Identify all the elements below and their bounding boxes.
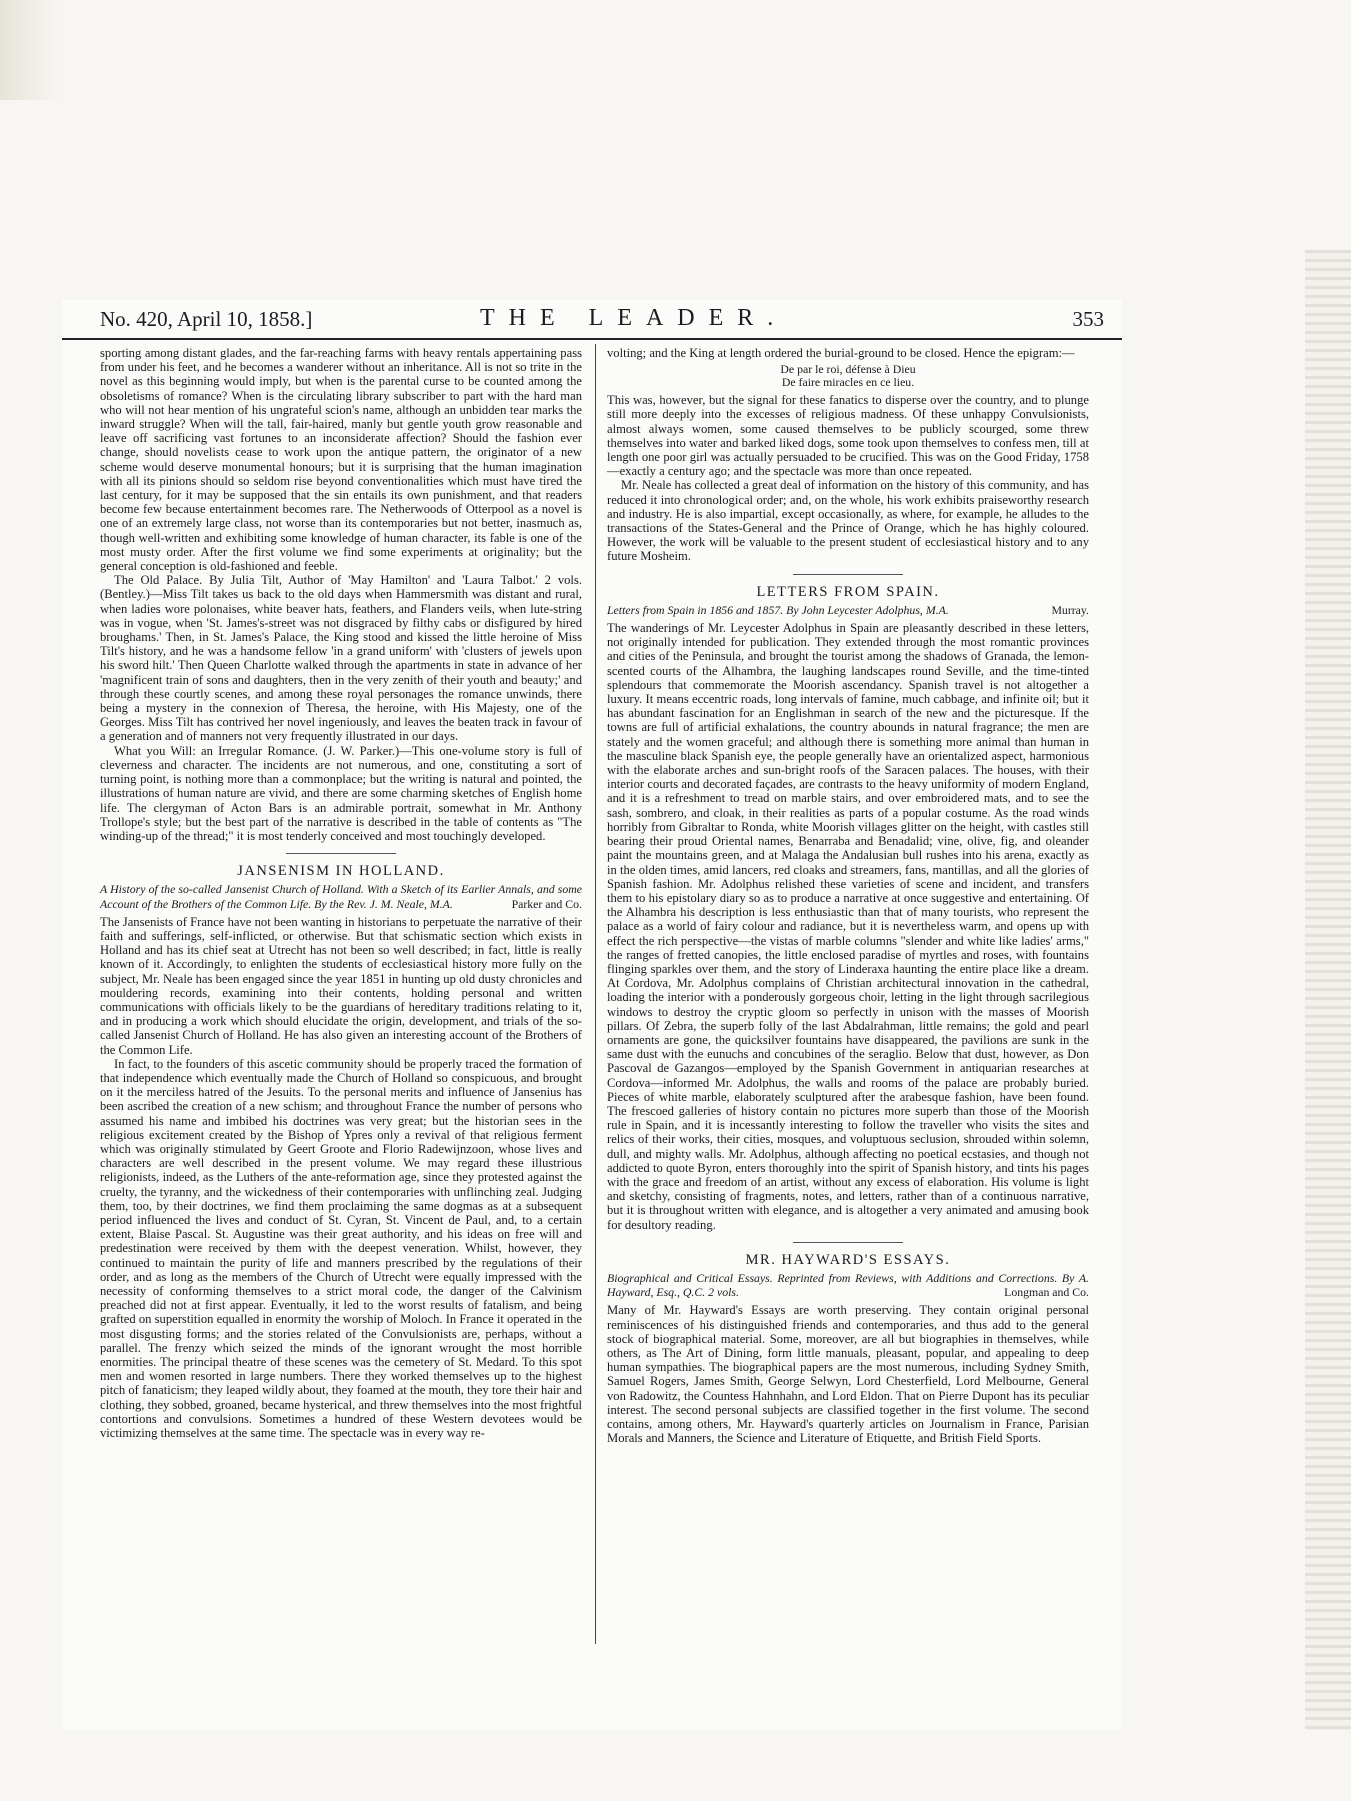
masthead-title: THE LEADER. — [480, 305, 788, 331]
paragraph: In fact, to the founders of this ascetic community should be properly traced the formation of that independence which eventually made the Church of Holland so conspicuous, and brought on it the merciless hatred of the Jesuits. To the personal merits and influence of Jansenius has been ascribed the creation of a new schism; and throughout France the number of persons who assumed his name and imbibed his doctrines was very great; but the historian sees in the religious excitement created by the Bishop of Ypres only a revival of that religious ferment which was originally stimulated by Geert Groote and Florio Radewijnzoon, whose lives and characters are well described in the present volume. We may regard these illustrious religionists, indeed, as the Luthers of the ante-reformation age, since they protested against the cruelty, the tyranny, and the wickedness of their contemporaries with unflinching zeal. Judging them, too, by their doctrines, we find them proclaiming the same dogmas as at a subsequent period influenced the lives and conduct of St. Cyran, St. Vincent de Paul, and, to a certain extent, Blaise Pascal. St. Augustine was their great authority, and his ideas on free will and predestination were received by them with the deepest veneration. Whilst, however, they continued to maintain the purity of life and manners prescribed by the regulations of their order, and as long as the members of the Church of Utrecht were equally impressed with the necessity of conforming themselves to a strict moral code, the danger of the Calvinism preached did not at first appear. Eventually, it led to the worst results of fatalism, and being grafted on superstition equalled in enormity the worship of Moloch. In France it operated in the most disgusting forms; and the stories related of the Convulsionists are, perhaps, without a parallel. The frenzy which seized the minds of the ignorant wrought the most horrible enormities. The principal theatre of these scenes was the cemetery of St. Medard. To this spot men and women resorted in large numbers. There they worked themselves up to the highest pitch of fanaticism; they leaped wildly about, they foamed at the mouth, they tore their hair and clothing, they sobbed, groaned, became hysterical, and threw themselves into the most frightful contortions and convulsions. Sometimes a hundred of these Western devotees would be victimizing themselves at the same time. The spectacle was in every way re- — [100, 1056, 582, 1441]
binding-edge — [1305, 250, 1351, 1730]
paragraph: The Jansenists of France have not been wanting in historians to perpetuate the narrative of their faith and sufferings, self-inflicted, or otherwise. But that schismatic section which exists in Holland and has its chief seat at Utrecht has not been so well described; in fact, little is really known of it. Accordingly, to enlighten the students of ecclesiastical history more fully on the subject, Mr. Neale has been engaged since the year 1851 in hunting up old dusty chronicles and mouldering records, examining into their contents, holding personal and written communications with officials likely to be the guardians of hereditary traditions relating to it, and in producing a work which should elucidate the origin, development, and trials of the so-called Jansenist Church of Holland. He has also given an interesting account of the Brothers of the Common Life. — [100, 914, 582, 1057]
section-divider — [793, 1242, 903, 1243]
book-citation — [607, 1271, 1089, 1299]
citation-text: A History of the so-called Jansenist Church of Holland. With a Sketch of its Earlier Annals, and some Account of the Brothers of the Common Life. By the Rev. J. M. Neale, M.A. — [100, 882, 582, 911]
newspaper-page — [62, 300, 1122, 1730]
epigram-line: De faire miracles en ce lieu. — [781, 375, 915, 390]
section-heading: LETTERS FROM SPAIN. — [756, 583, 940, 600]
publisher: Murray. — [1051, 602, 1089, 617]
citation-text: Biographical and Critical Essays. Reprinted from Reviews, with Additions and Corrections. By A. Hayward, Esq., Q.C. 2 vols. — [607, 1270, 1089, 1300]
issue-line: No. 420, April 10, 1858.] — [100, 307, 313, 331]
section-divider — [286, 853, 396, 854]
section-heading: MR. HAYWARD'S ESSAYS. — [745, 1251, 951, 1268]
section-heading: JANSENISM IN HOLLAND. — [237, 863, 445, 880]
page-header — [62, 300, 1122, 340]
section-divider — [793, 574, 903, 575]
paragraph: Mr. Neale has collected a great deal of information on the history of this community, and has reduced it into chronological order; and, on the whole, his work exhibits praiseworthy research and industry. He is also impartial, except occasionally, as where, for example, he alludes to the transactions of the States-General and the Prince of Orange, which he has highly coloured. However, the work will be valuable to the present student of ecclesiastical history and to any future Mosheim. — [607, 478, 1089, 564]
epigram — [607, 363, 1089, 389]
publisher: Longman and Co. — [1004, 1285, 1089, 1300]
book-citation — [607, 603, 1089, 617]
citation-text: Letters from Spain in 1856 and 1857. By John Leycester Adolphus, M.A. — [607, 602, 949, 617]
page-edge-shadow — [0, 0, 60, 100]
paragraph: The wanderings of Mr. Leycester Adolphus in Spain are pleasantly described in these letters, not originally intended for publication. They extended through the most romantic provinces and cities of the Peninsula, and brought the tourist among the shadows of Granada, the lemon-scented courts of the Alhambra, the laughing landscapes round Seville, and the time-tinted splendours that commemorate the Moorish ascendancy. Spanish travel is not altogether a luxury. It means eccentric roads, long intervals of famine, much cabbage, and infinite oil; but it has abundant fascination for an Englishman in search of the new and the picturesque. If the towns are full of artificial exhalations, the country abounds in natural fragrance; the men are stately and the women graceful; and although there is something more animal than human in the masculine black Spanish eye, the people generally have an orientalized aspect, harmonious with the elaborate arches and sun-bright roofs of the Saracen palaces. The houses, with their interior courts and decorated façades, are contrasts to the heavy uniformity of modern England, and it is a refreshment to tread on marble stairs, and over embroidered mats, and to see the sash, sombrero, and cloak, in their realities as parts of a popular costume. As the road winds horribly from Gibraltar to Ronda, white Moorish villages glitter on the height, with castles still bearing their proud Oriental names, Benarraba and Benadalid; vine, olive, fig, and oleander paint the mountains green, and at Malaga the Andalusian bull rushes into his arena, exactly as in the olden times, amid lancers, red cloaks and streamers, fans, mantillas, and all the glories of Spanish fashion. Mr. Adolphus relished these varieties of scene and incident, and transfers them to his epistolary diary so as to produce a narrative at once suggestive and entertaining. Of the Alhambra his description is less enthusiastic than that of many tourists, who represent the palace as a world of fairy colour and radiance, but it is nevertheless warm, and opens up with effect the rich perspective—the vistas of marble columns "slender and white like ladies' arms," the ranges of fretted canopies, the little enclosed paradise of myrtles and roses, with fountains flinging sparkles over them, and the story of Linderaxa haunting the entire place like a dream. At Cordova, Mr. Adolphus complains of Christian architectural innovation in the cathedral, loading the interior with a ponderously gorgeous choir, letting in the light through sacrilegious windows to destroy the cryptic gloom so perfectly in unison with the masses of Moorish pillars. Of Zebra, the superb folly of the last Abdalrahman, little remains; the gold and pearl ornaments are gone, the quicksilver fountains have disappeared, the pavilions are sunk in the same dust with the eunuchs and concubines of the seraglio. Below that dust, however, as Don Pascoval de Gazangos—employed by the Spanish Government in antiquarian researches at Cordova—informed Mr. Adolphus, the walls and rooms of the palace are probably buried. Pieces of white marble, elaborately sculptured after the arabesque fashion, have been found. The frescoed galleries of history contain no pictures more superb than those of the Moorish rule in Spain, and it is incessantly interesting to follow the traveller who visits the sites and relics of their works, their cities, mosques, and voluptuous seclusion, shrouded within solemn, dull, and mighty walls. Mr. Adolphus, although affecting no poetical ecstasies, and though not addicted to quote Byron, enters thoroughly into the spirit of Spanish history, and tints his pages with the grace and freedom of an artist, without any excess of elaboration. His volume is light and sketchy, consisting of fragments, notes, and letters, rather than of a continuous narrative, but it is throughout written with elegance, and is altogether a very animated and amusing book for desultory reading. — [607, 621, 1089, 1232]
paragraph: volting; and the King at length ordered the burial-ground to be closed. Hence the epigram:— — [607, 346, 1075, 360]
paragraph: This was, however, but the signal for these fanatics to disperse over the country, and to plunge still more deeply into the excesses of religious madness. Of these unhappy Convulsionists, almost always women, some caused themselves to be publicly scourged, some threw themselves into water and barked liked dogs, some took upon themselves to confess men, till at length one poor girl was actually persuaded to be crucified. This was on the Good Friday, 1758—exactly a century ago; and the spectacle was more than once repeated. — [607, 393, 1089, 479]
paragraph: The Old Palace. By Julia Tilt, Author of 'May Hamilton' and 'Laura Talbot.' 2 vols. (Bentley.)—Miss Tilt takes us back to the old days when Hammersmith was distant and rural, when ladies wore polonaises, white beaver hats, feathers, and Flanders veils, when lute-string was in vogue, when 'St. James's-street was not disgraced by filthy cabs or disfigured by hired broughams.' Then, in St. James's Palace, the King stood and kissed the little heroine of Miss Tilt's history, and he was a handsome fellow 'in a grand uniform' with 'clusters of jewels upon his sword hilt.' Then Queen Charlotte walked through the apartments in state in advance of her 'magnificent train of sons and daughters, then in the very zenith of their youth and beauty;' and through these courtly scenes, and among these royal personages the romance unwinds, there being a mystery in the connexion of Theresa, the heroine, with His Majesty, one of the Georges. Miss Tilt has contrived her novel ingeniously, and leaves the beaten track in favour of a generation and of manners not very frequently illustrated in our days. — [100, 573, 582, 744]
right-column — [607, 346, 1089, 1445]
left-column — [100, 346, 582, 1440]
paragraph: sporting among distant glades, and the far-reaching farms with heavy rentals appertaining pass from under his feet, and he becomes a wanderer without an inheritance. All is not so trite in the novel as this beginning would imply, but when is the parental curse to be counted among the obsoletisms of romance? When is the circulating library subscriber to part with the hard man who will not hear mention of his ungrateful scion's name, although an unbidden tear marks the inward struggle? When will the tall, fair-haired, manly but gentle youth grow reasonable and leave off sacrificing vast fortunes to an inconsiderate affection? Should the fashion ever change, should novelists cease to work upon the antique pattern, the originator of a new scheme would deserve monumental honours; but it is surprising that the human imagination with all its pinions should so seldom rise beyond conventionalities which must have tired the last century, for it may be supposed that the sin entails its own punishment, and that readers become few because entertainment becomes rare. The Netherwoods of Otterpool as a novel is one of an extremely large class, not worse than its contemporaries but not better, inasmuch as, though well-written and exhibiting some knowledge of human character, its fable is one of the most musty order. After the first volume we find some experiments at originality; but the general conception is old-fashioned and feeble. — [100, 346, 582, 574]
column-rule — [595, 344, 596, 1644]
book-citation — [100, 882, 582, 910]
paragraph: What you Will: an Irregular Romance. (J. W. Parker.)—This one-volume story is full of cleverness and character. The incidents are not numerous, and one, constituting a sort of turning point, is nothing more than a commonplace; but the writing is natural and pointed, the illustrations of human nature are vivid, and there are some charming sketches of English home life. The clergyman of Acton Bars is an admirable portrait, somewhat in Mr. Anthony Trollope's style; but the best part of the narrative is described in the table of contents as "The winding-up of the thread;" it is most tenderly conceived and most touchingly developed. — [100, 743, 582, 843]
epigram-line: De par le roi, défense à Dieu — [780, 362, 916, 377]
paragraph: Many of Mr. Hayward's Essays are worth preserving. They contain original personal reminiscences of his distinguished friends and contemporaries, and thus add to the general stock of biographical material. Some, moreover, are all but biographies in themselves, while others, as The Art of Dining, form little manuals, pleasant, popular, and appealing to deep human sympathies. The biographical papers are the most numerous, including Sydney Smith, Samuel Rogers, James Smith, George Selwyn, Lord Chesterfield, Lord Melbourne, General von Radowitz, the Countess Hahnhahn, and Lord Eldon. That on Pierre Dupont has its peculiar interest. The second personal subjects are classified together in the first volume. The second contains, among others, Mr. Hayward's quarterly articles on Journalism in France, Parisian Morals and Manners, the Science and Literature of Etiquette, and British Field Sports. — [607, 1303, 1089, 1446]
publisher: Parker and Co. — [511, 896, 582, 911]
page-number: 353 — [1072, 307, 1104, 331]
